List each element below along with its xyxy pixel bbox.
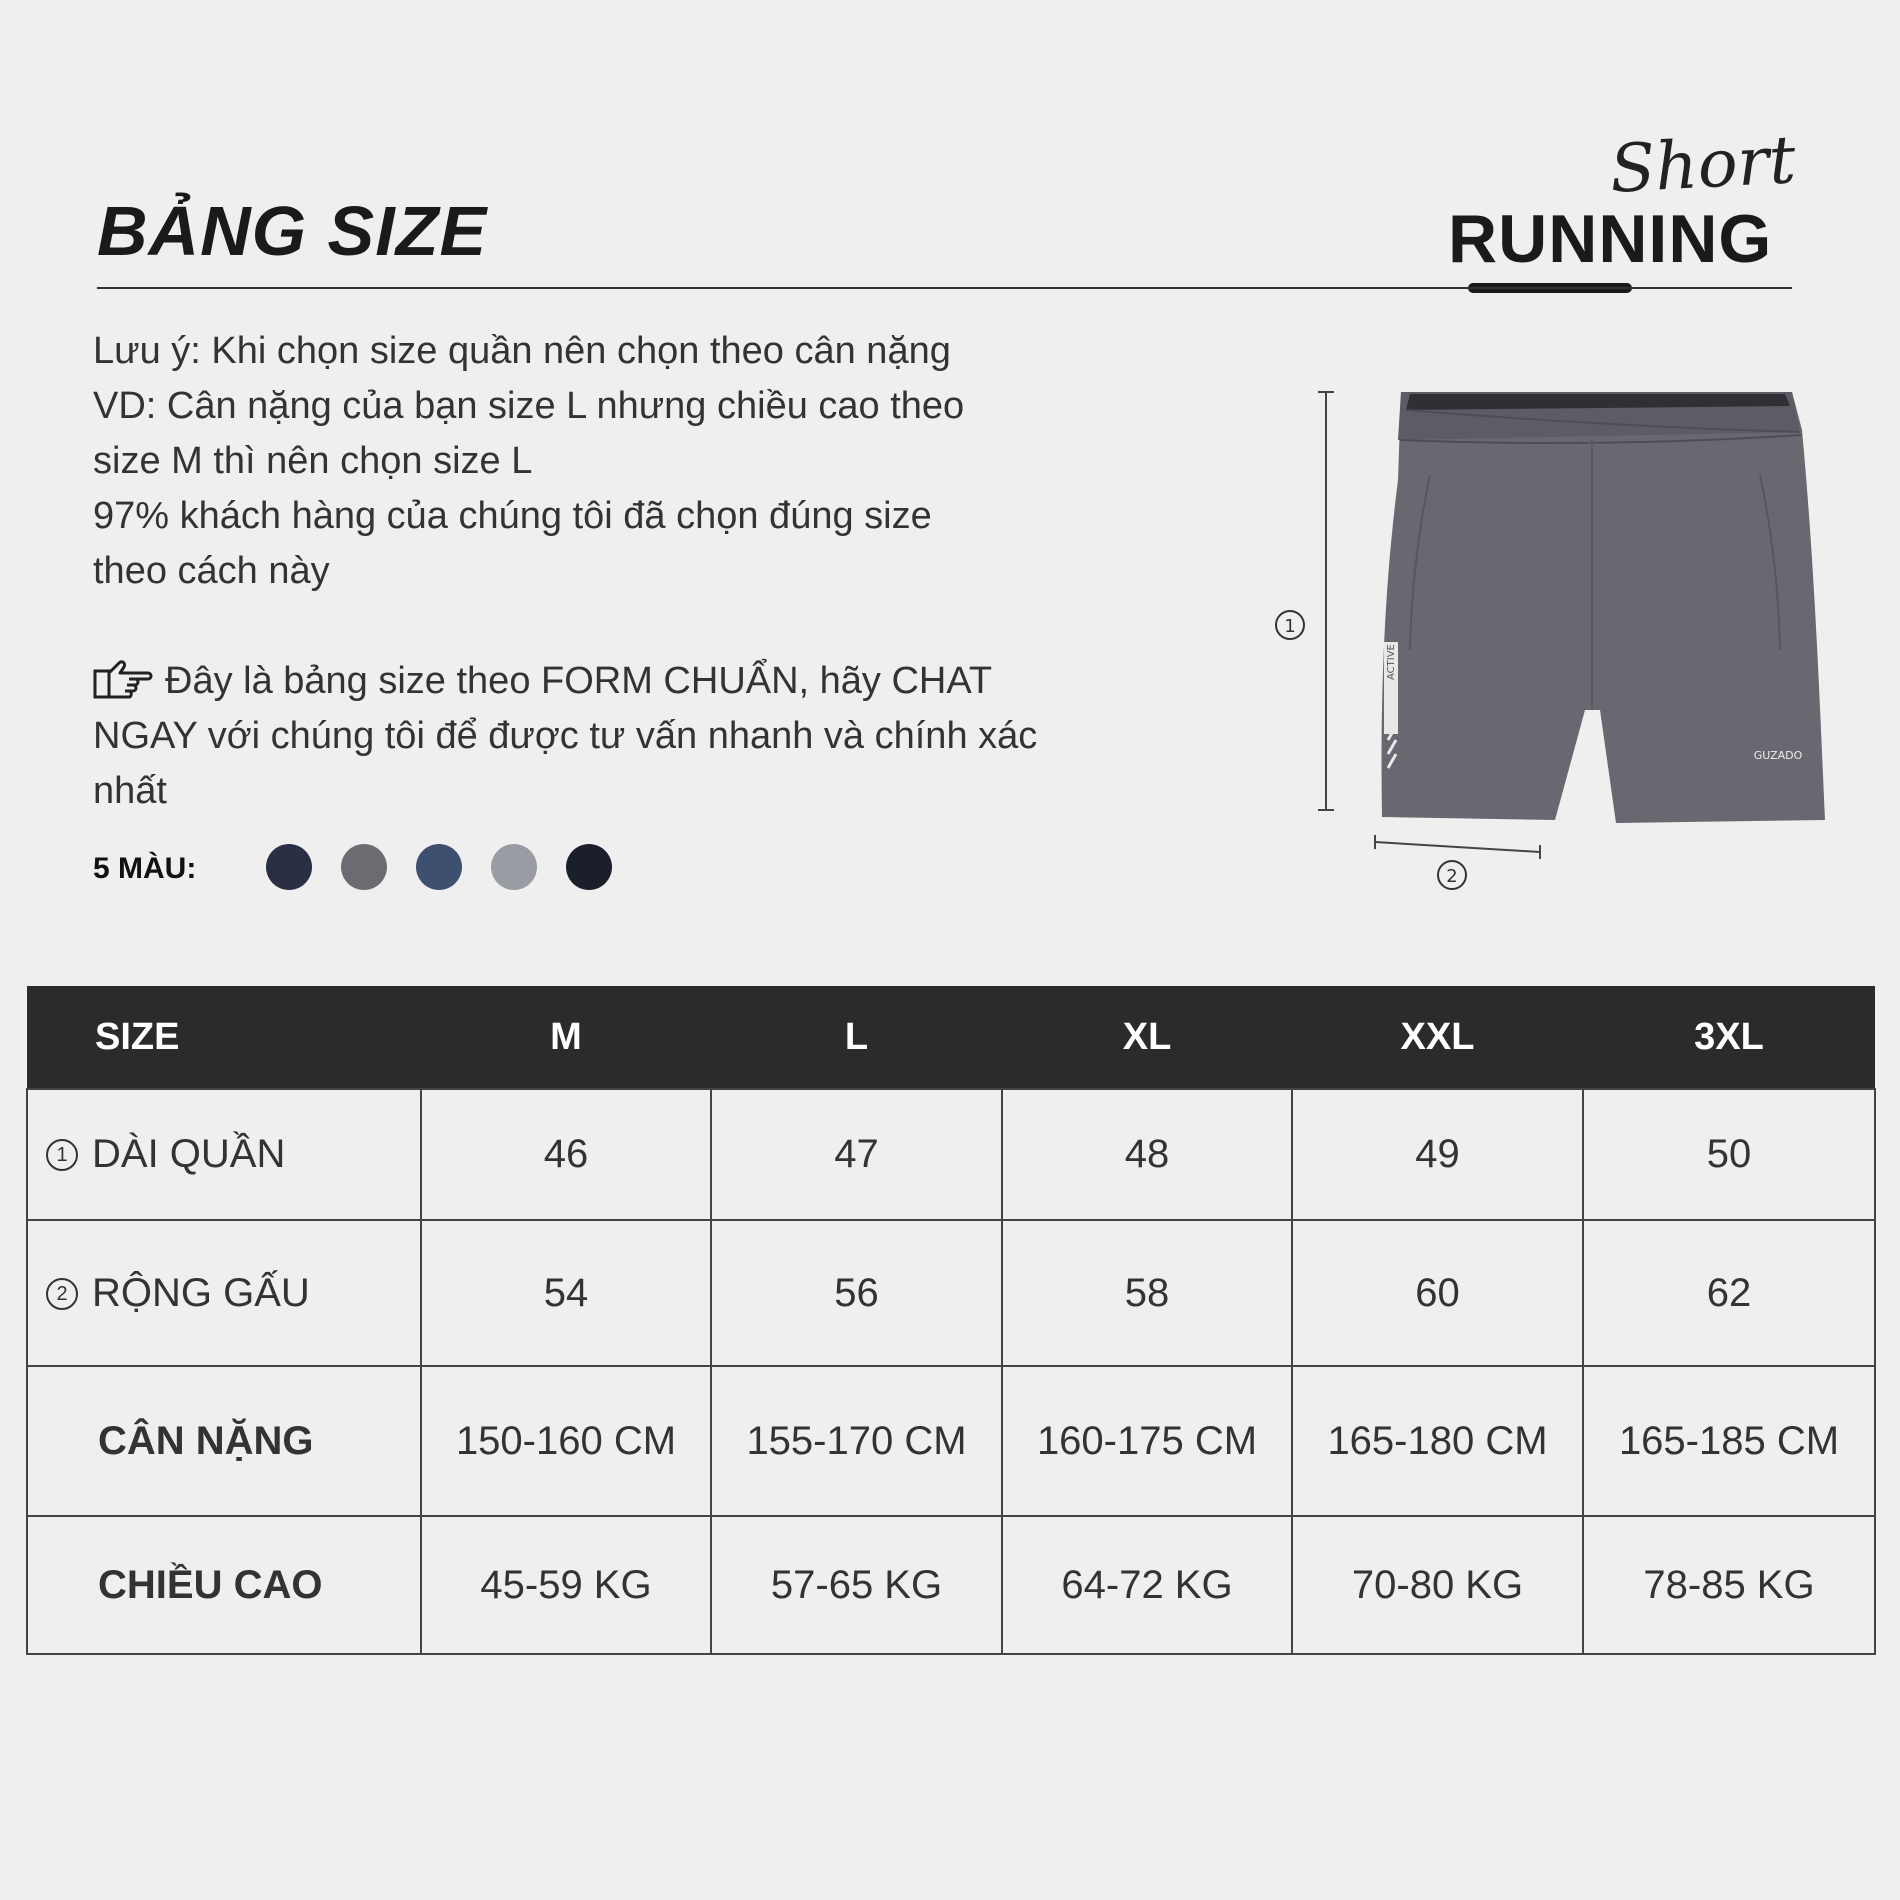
- table-cell: 50: [1583, 1089, 1875, 1220]
- pointing-hand-icon: [93, 659, 155, 699]
- table-cell: 57-65 KG: [711, 1516, 1002, 1654]
- table-cell: 165-180 CM: [1292, 1366, 1583, 1516]
- brand-script-label: Short: [1608, 121, 1798, 208]
- row-label-text: RỘNG GẤU: [92, 1270, 310, 1315]
- color-swatches: [266, 844, 612, 890]
- table-cell: 60: [1292, 1220, 1583, 1366]
- note-line: 97% khách hàng của chúng tôi đã chọn đúng size: [93, 495, 932, 537]
- table-header-cell: L: [711, 986, 1002, 1089]
- shorts-diagram: [1260, 380, 1860, 900]
- table-header-cell: XXL: [1292, 986, 1583, 1089]
- table-cell: 70-80 KG: [1292, 1516, 1583, 1654]
- color-swatch[interactable]: [266, 844, 312, 890]
- row-number-marker: 1: [46, 1139, 78, 1171]
- table-cell: 155-170 CM: [711, 1366, 1002, 1516]
- table-cell: 48: [1002, 1089, 1292, 1220]
- table-header-cell: XL: [1002, 986, 1292, 1089]
- table-cell: 64-72 KG: [1002, 1516, 1292, 1654]
- row-label-text: DÀI QUẦN: [92, 1132, 286, 1176]
- table-header-cell: M: [421, 986, 711, 1089]
- table-header-row: [27, 986, 1875, 1089]
- hem-marker: 2: [1446, 866, 1458, 887]
- table-header-cell: 3XL: [1583, 986, 1875, 1089]
- table-cell: 160-175 CM: [1002, 1366, 1292, 1516]
- table-cell: 150-160 CM: [421, 1366, 711, 1516]
- color-swatch[interactable]: [566, 844, 612, 890]
- note-line: size M thì nên chọn size L: [93, 440, 533, 482]
- table-cell: 49: [1292, 1089, 1583, 1220]
- color-swatch[interactable]: [491, 844, 537, 890]
- brand-name: RUNNING: [1448, 201, 1773, 277]
- row-label: [27, 1220, 421, 1366]
- side-tag: ACTIVE: [1386, 644, 1397, 680]
- row-label: CÂN NẶNG: [27, 1366, 421, 1516]
- row-number-marker: 2: [46, 1278, 78, 1310]
- size-notes: [93, 324, 1093, 599]
- size-table: [26, 986, 1876, 1655]
- note-line: VD: Cân nặng của bạn size L nhưng chiều cao theo: [93, 385, 965, 427]
- color-swatch[interactable]: [416, 844, 462, 890]
- row-label: [27, 1089, 421, 1220]
- chat-callout-text: Đây là bảng size theo FORM CHUẨN, hãy CHAT NGAY với chúng tôi để được tư vấn nhanh và chính xác nhất: [93, 660, 1038, 812]
- page-title: BẢNG SIZE: [97, 192, 488, 270]
- table-cell: 45-59 KG: [421, 1516, 711, 1654]
- table-cell: 58: [1002, 1220, 1292, 1366]
- table-cell: 54: [421, 1220, 711, 1366]
- hem-dimension-line: [1375, 842, 1540, 852]
- table-row: [27, 1516, 1875, 1654]
- header-divider: [97, 287, 1792, 289]
- table-cell: 78-85 KG: [1583, 1516, 1875, 1654]
- table-cell: 62: [1583, 1220, 1875, 1366]
- row-label: CHIỀU CAO: [27, 1516, 421, 1654]
- note-line: Lưu ý: Khi chọn size quần nên chọn theo cân nặng: [93, 330, 951, 372]
- table-row: [27, 1089, 1875, 1220]
- chat-callout: [93, 654, 1093, 819]
- color-swatch[interactable]: [341, 844, 387, 890]
- table-row: [27, 1220, 1875, 1366]
- table-row: [27, 1366, 1875, 1516]
- table-cell: 56: [711, 1220, 1002, 1366]
- table-cell: 165-185 CM: [1583, 1366, 1875, 1516]
- note-line: theo cách này: [93, 550, 330, 592]
- table-header-cell: SIZE: [27, 986, 421, 1089]
- colors-label: 5 MÀU:: [93, 852, 197, 885]
- brand-tag: GUZADO: [1753, 749, 1803, 762]
- length-marker: 1: [1284, 616, 1296, 637]
- table-cell: 46: [421, 1089, 711, 1220]
- table-cell: 47: [711, 1089, 1002, 1220]
